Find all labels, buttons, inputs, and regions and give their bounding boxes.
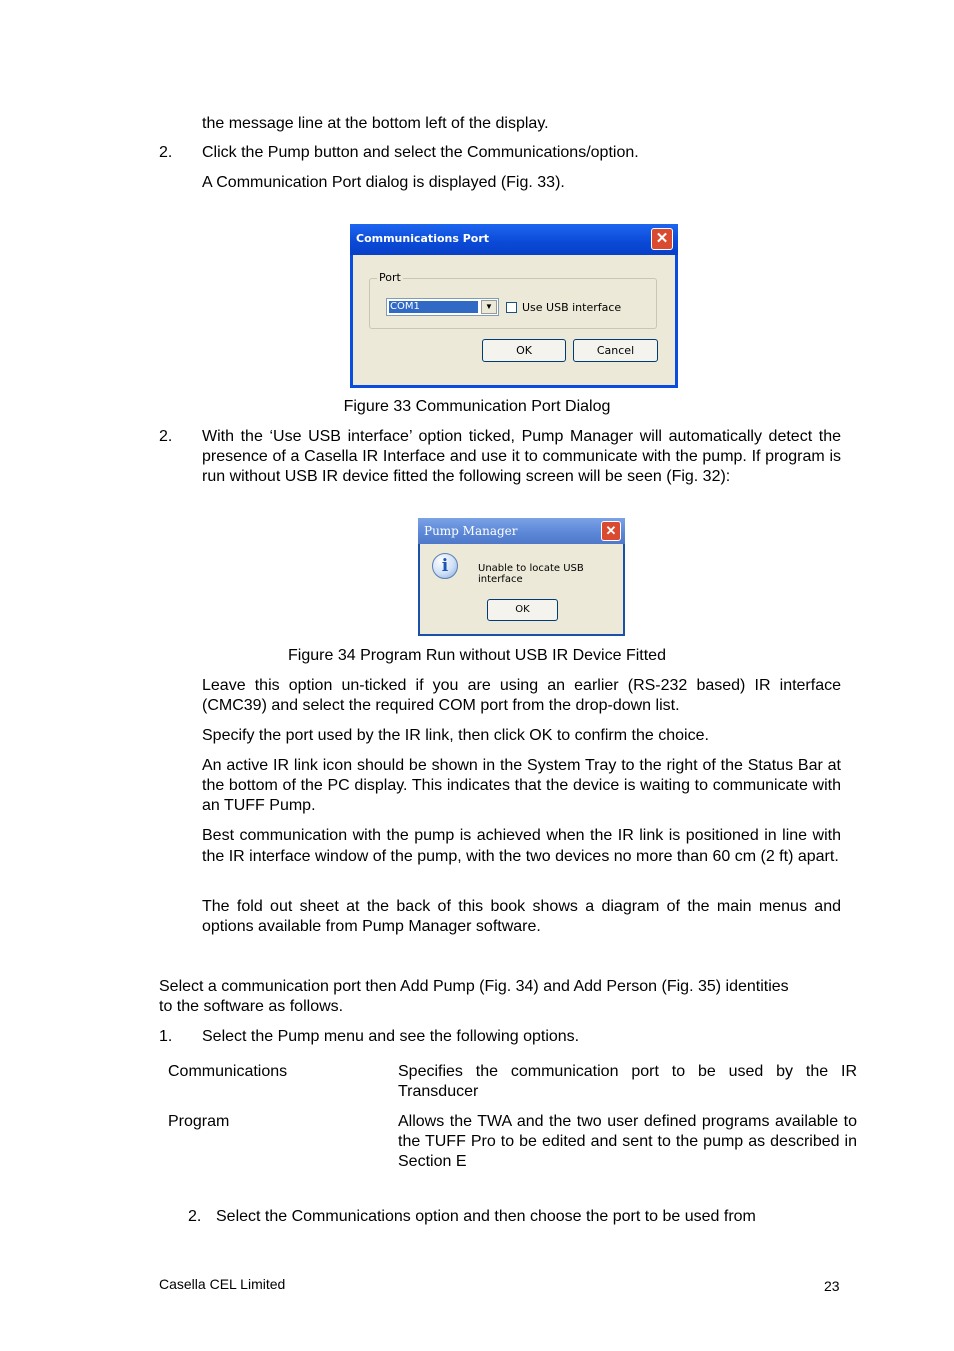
paragraph: Select a communication port then Add Pump (Fig. 34) and Add Person (Fig. 35) identities to the software as follows.	[159, 978, 789, 1015]
communications-port-dialog	[350, 224, 678, 388]
list-number: 2.	[159, 144, 173, 161]
info-icon: i	[432, 553, 458, 579]
text-line: A Communication Port dialog is displayed (Fig. 33).	[202, 174, 565, 191]
port-select[interactable]	[386, 298, 499, 316]
figure-caption: Figure 33 Communication Port Dialog	[343, 398, 611, 415]
dialog-client-area	[353, 255, 675, 385]
port-select-value: COM1	[389, 301, 478, 313]
chevron-down-icon[interactable]: ▼	[481, 300, 497, 314]
port-group-label: Port	[379, 271, 401, 284]
close-icon[interactable]: ✕	[601, 521, 621, 541]
list-number: 2.	[188, 1208, 202, 1225]
use-usb-checkbox[interactable]	[506, 302, 517, 313]
ok-button[interactable]: OK	[482, 339, 566, 362]
dialog-message: Unable to locate USB interface	[478, 563, 584, 585]
paragraph: Best communication with the pump is achieved when the IR link is positioned in line with the IR interface window of the pump, with the two devices no more than 60 cm (2 ft) apart.	[202, 827, 841, 865]
figure-caption: Figure 34 Program Run without USB IR Device Fitted	[288, 647, 666, 664]
text-line: the message line at the bottom left of the display.	[202, 115, 549, 132]
cancel-button[interactable]: Cancel	[573, 339, 658, 362]
paragraph: Specify the port used by the IR link, then click OK to confirm the choice.	[202, 727, 709, 744]
ok-button[interactable]: OK	[487, 599, 558, 621]
paragraph: With the ‘Use USB interface’ option ticked, Pump Manager will automatically detect the presence of a Casella IR Interface and use it to communicate with the pump. If program is run without USB IR device fitted the following screen will be seen (Fig. 32):	[202, 428, 841, 485]
list-number: 2.	[159, 428, 173, 445]
close-icon[interactable]: ✕	[651, 228, 673, 250]
text-line: Select the Communications option and then choose the port to be used from	[216, 1208, 756, 1225]
text-line: Select the Pump menu and see the following options.	[202, 1028, 580, 1045]
dialog-client-area	[420, 544, 623, 634]
footer-company: Casella CEL Limited	[159, 1276, 286, 1292]
page-number: 23	[824, 1278, 840, 1294]
dialog-titlebar	[418, 518, 625, 544]
dialog-title: Pump Manager	[424, 524, 518, 538]
paragraph: An active IR link icon should be shown in the System Tray to the right of the Status Bar at the bottom of the PC display. This indicates that the device is waiting to communicate with an TUFF Pump.	[202, 757, 841, 814]
text-line: Click the Pump button and select the Communications/option.	[202, 144, 639, 161]
use-usb-checkbox-label[interactable]: Use USB interface	[522, 301, 622, 314]
table-term: Program	[168, 1113, 230, 1130]
pump-manager-dialog	[418, 518, 625, 636]
dialog-titlebar	[350, 224, 678, 255]
table-term: Communications	[168, 1063, 288, 1080]
list-number: 1.	[159, 1028, 173, 1045]
paragraph: Leave this option un-ticked if you are using an earlier (RS-232 based) IR interface (CMC39) and select the required COM port from the drop-down list.	[202, 677, 841, 714]
table-description: Specifies the communication port to be used by the IR Transducer	[398, 1063, 857, 1100]
dialog-title: Communications Port	[356, 232, 490, 245]
table-description: Allows the TWA and the two user defined programs available to the TUFF Pro to be edited and sent to the pump as described in Section E	[398, 1113, 857, 1170]
paragraph: The fold out sheet at the back of this book shows a diagram of the main menus and options available from Pump Manager software.	[202, 898, 841, 935]
